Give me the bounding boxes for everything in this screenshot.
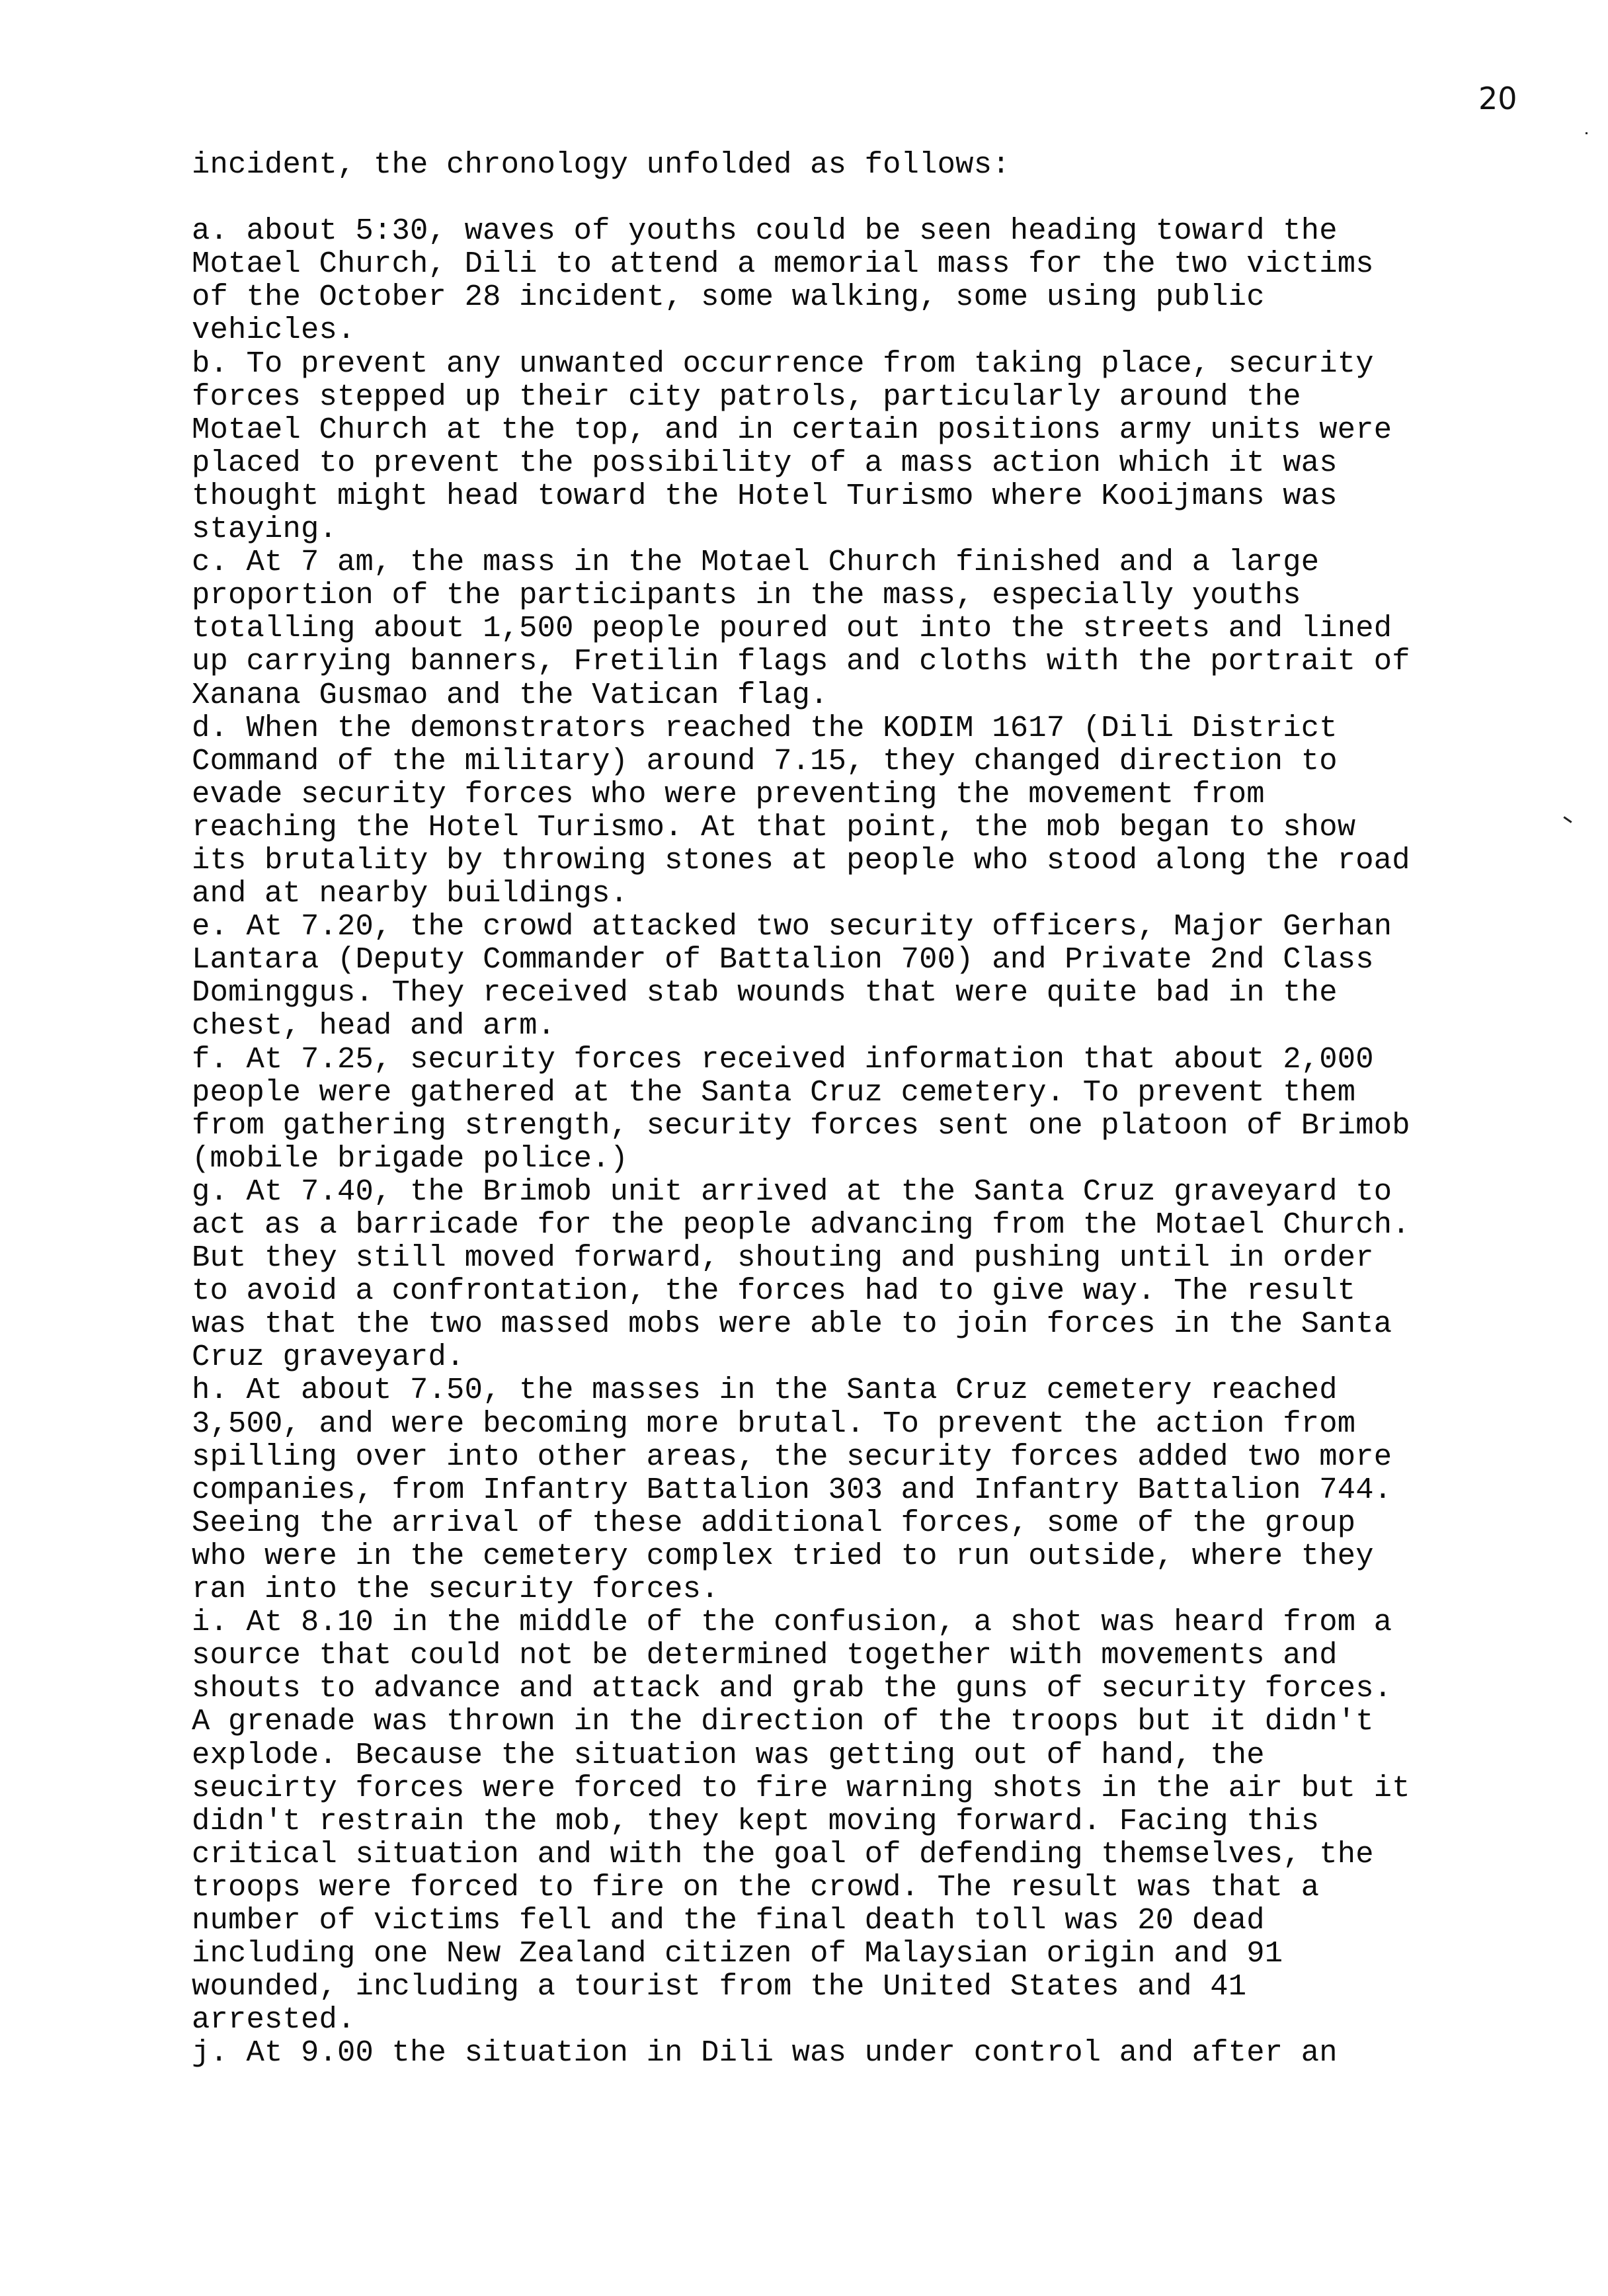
text-line: explode. Because the situation was getting out of hand, the (192, 1737, 1265, 1772)
text-line: wounded, including a tourist from the United States and 41 (192, 1969, 1247, 2004)
text-line: A grenade was thrown in the direction of the troops but it didn't (192, 1704, 1374, 1739)
text-line: its brutality by throwing stones at people who stood along the road (192, 842, 1410, 878)
text-line: Command of the military) around 7.15, they changed direction to (192, 743, 1338, 778)
text-line: ran into the security forces. (192, 1572, 719, 1607)
text-line: from gathering strength, security forces sent one platoon of Brimob (192, 1108, 1410, 1143)
text-line: Lantara (Deputy Commander of Battalion 700) and Private 2nd Class (192, 942, 1374, 977)
text-line: h. At about 7.50, the masses in the Santa Cruz cemetery reached (192, 1373, 1338, 1408)
text-line: who were in the cemetery complex tried to run outside, where they (192, 1538, 1374, 1573)
text-line: Seeing the arrival of these additional forces, some of the group (192, 1505, 1356, 1540)
text-line: a. about 5:30, waves of youths could be seen heading toward the (192, 214, 1338, 249)
chronology-item-e (192, 910, 1574, 1042)
text-line: g. At 7.40, the Brimob unit arrived at the Santa Cruz graveyard to (192, 1174, 1392, 1209)
text-line: vehicles. (192, 313, 356, 348)
text-line: But they still moved forward, shouting and pushing until in order (192, 1241, 1374, 1276)
text-line: c. At 7 am, the mass in the Motael Church finished and a large (192, 545, 1320, 580)
text-line: Motael Church, Dili to attend a memorial mass for the two victims (192, 247, 1374, 282)
text-line: placed to prevent the possibility of a mass action which it was (192, 445, 1338, 480)
text-line: critical situation and with the goal of defending themselves, the (192, 1836, 1374, 1871)
text-line: including one New Zealand citizen of Malaysian origin and 91 (192, 1936, 1283, 1971)
text-line: Dominggus. They received stab wounds that were quite bad in the (192, 975, 1338, 1010)
text-line: (mobile brigade police.) (192, 1141, 629, 1176)
text-line: b. To prevent any unwanted occurrence from taking place, security (192, 346, 1374, 381)
scan-speck (1586, 132, 1588, 134)
text-line: Cruz graveyard. (192, 1340, 465, 1375)
chronology-item-f (192, 1043, 1574, 1175)
text-line: troops were forced to fire on the crowd. The result was that a (192, 1869, 1320, 1905)
text-line: j. At 9.00 the situation in Dili was under control and after an (192, 2035, 1338, 2070)
text-line: to avoid a confrontation, the forces had to give way. The result (192, 1274, 1356, 1309)
text-line: and at nearby buildings. (192, 876, 629, 911)
chronology-item-c (192, 546, 1574, 711)
intro-line: incident, the chronology unfolded as follows: (192, 147, 1010, 182)
text-line: was that the two massed mobs were able to join forces in the Santa (192, 1307, 1392, 1342)
text-line: chest, head and arm. (192, 1008, 556, 1044)
text-line: act as a barricade for the people advancing from the Motael Church. (192, 1208, 1410, 1242)
text-line: e. At 7.20, the crowd attacked two security officers, Major Gerhan (192, 909, 1392, 944)
text-line: d. When the demonstrators reached the KODIM 1617 (Dili District (192, 710, 1338, 745)
text-line: spilling over into other areas, the security forces added two more (192, 1439, 1392, 1474)
text-line: Xanana Gusmao and the Vatican flag. (192, 677, 828, 712)
chronology-item-j (192, 2036, 1574, 2069)
chronology-item-b (192, 347, 1574, 546)
page-number: 20 (1478, 81, 1517, 116)
paragraph-gap (192, 181, 1574, 214)
text-line: companies, from Infantry Battalion 303 and Infantry Battalion 744. (192, 1472, 1392, 1507)
chronology-item-h (192, 1374, 1574, 1606)
text-line: f. At 7.25, security forces received information that about 2,000 (192, 1042, 1374, 1077)
body-text (192, 148, 1574, 2069)
text-line: people were gathered at the Santa Cruz cemetery. To prevent them (192, 1075, 1356, 1110)
text-line: proportion of the participants in the mass, especially youths (192, 578, 1301, 613)
text-line: i. At 8.10 in the middle of the confusion, a shot was heard from a (192, 1605, 1392, 1640)
chronology-item-i (192, 1606, 1574, 2036)
text-line: evade security forces who were preventing the movement from (192, 776, 1265, 811)
text-line: number of victims fell and the final death toll was 20 dead (192, 1903, 1265, 1938)
chronology-item-g (192, 1175, 1574, 1374)
chronology-item-d (192, 712, 1574, 911)
text-line: 3,500, and were becoming more brutal. To prevent the action from (192, 1406, 1356, 1441)
chronology-list (192, 214, 1574, 2069)
text-line: up carrying banners, Fretilin flags and cloths with the portrait of (192, 644, 1410, 679)
text-line: arrested. (192, 2002, 356, 2037)
text-line: thought might head toward the Hotel Turismo where Kooijmans was (192, 478, 1338, 513)
text-line: reaching the Hotel Turismo. At that point, the mob began to show (192, 809, 1356, 844)
text-line: didn't restrain the mob, they kept moving forward. Facing this (192, 1803, 1320, 1838)
text-line: staying. (192, 512, 338, 547)
chronology-item-a (192, 214, 1574, 347)
text-line: seucirty forces were forced to fire warning shots in the air but it (192, 1770, 1410, 1805)
text-line: Motael Church at the top, and in certain positions army units were (192, 412, 1392, 447)
text-line: forces stepped up their city patrols, particularly around the (192, 379, 1301, 414)
text-line: of the October 28 incident, some walking, some using public (192, 280, 1265, 315)
text-line: source that could not be determined together with movements and (192, 1638, 1338, 1673)
text-line: shouts to advance and attack and grab the guns of security forces. (192, 1671, 1392, 1706)
text-line: totalling about 1,500 people poured out into the streets and lined (192, 611, 1392, 646)
